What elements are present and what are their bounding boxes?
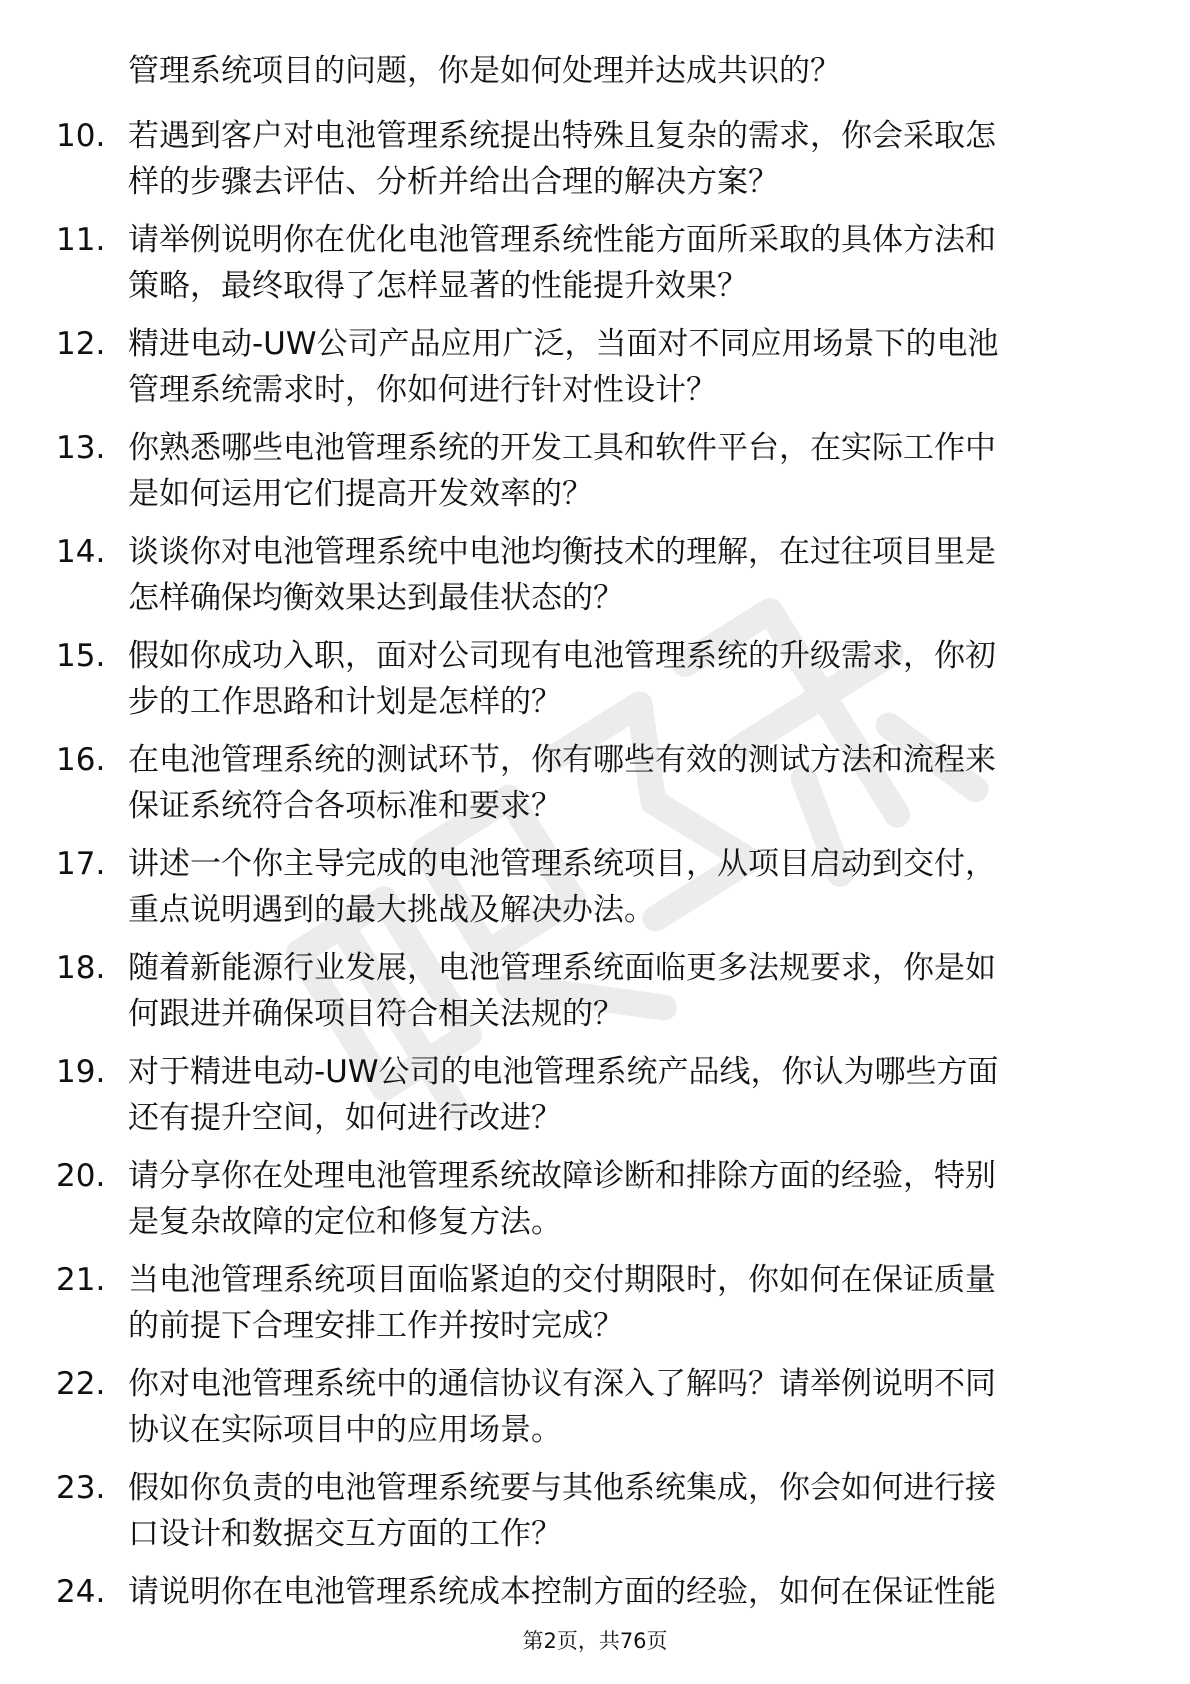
question-number: 20. bbox=[56, 1158, 106, 1194]
question-number: 16. bbox=[56, 742, 106, 778]
question-number: 23. bbox=[56, 1470, 106, 1506]
question-item bbox=[0, 529, 1190, 633]
question-text-line: 还有提升空间，如何进行改进？ bbox=[128, 1100, 562, 1136]
page-footer: 第2页，共76页 bbox=[522, 1629, 668, 1653]
question-text bbox=[128, 529, 1108, 621]
question-number: 17. bbox=[56, 846, 106, 882]
question-text-line: 样的步骤去评估、分析并给出合理的解决方案？ bbox=[128, 164, 779, 200]
question-text bbox=[128, 1257, 1108, 1349]
question-item bbox=[0, 1153, 1190, 1257]
question-number: 19. bbox=[56, 1054, 106, 1090]
question-text-line: 保证系统符合各项标准和要求？ bbox=[128, 788, 562, 824]
question-number: 15. bbox=[56, 638, 106, 674]
question-text-line: 谈谈你对电池管理系统中电池均衡技术的理解，在过往项目里是 bbox=[128, 534, 996, 570]
question-text bbox=[128, 1361, 1108, 1453]
question-text bbox=[128, 1465, 1108, 1557]
question-text bbox=[128, 425, 1108, 517]
question-number: 18. bbox=[56, 950, 106, 986]
question-text-line: 你对电池管理系统中的通信协议有深入了解吗？请举例说明不同 bbox=[128, 1366, 996, 1402]
question-number: 12. bbox=[56, 326, 106, 362]
question-text-line: 是复杂故障的定位和修复方法。 bbox=[128, 1204, 562, 1240]
question-item bbox=[0, 737, 1190, 841]
question-text-line: 请说明你在电池管理系统成本控制方面的经验，如何在保证性能 bbox=[128, 1574, 996, 1610]
question-item bbox=[0, 945, 1190, 1049]
question-text-line: 策略，最终取得了怎样显著的性能提升效果？ bbox=[128, 268, 748, 304]
continuation-line: 管理系统项目的问题，你是如何处理并达成共识的？ bbox=[128, 53, 841, 89]
question-item bbox=[0, 1257, 1190, 1361]
question-text bbox=[128, 321, 1108, 413]
question-text-line: 的前提下合理安排工作并按时完成？ bbox=[128, 1308, 624, 1344]
question-number: 11. bbox=[56, 222, 106, 258]
question-text-line: 对于精进电动-UW公司的电池管理系统产品线，你认为哪些方面 bbox=[128, 1054, 999, 1090]
question-text-line: 当电池管理系统项目面临紧迫的交付期限时，你如何在保证质量 bbox=[128, 1262, 996, 1298]
question-text-line: 精进电动-UW公司产品应用广泛，当面对不同应用场景下的电池 bbox=[128, 326, 999, 362]
question-text-line: 重点说明遇到的最大挑战及解决办法。 bbox=[128, 892, 655, 928]
question-number: 13. bbox=[56, 430, 106, 466]
question-item bbox=[0, 217, 1190, 321]
question-text-line: 步的工作思路和计划是怎样的？ bbox=[128, 684, 562, 720]
question-number: 24. bbox=[56, 1574, 106, 1610]
question-text-line: 何跟进并确保项目符合相关法规的？ bbox=[128, 996, 624, 1032]
question-text-line: 若遇到客户对电池管理系统提出特殊且复杂的需求，你会采取怎 bbox=[128, 118, 996, 154]
question-text-line: 是如何运用它们提高开发效率的？ bbox=[128, 476, 593, 512]
question-list bbox=[0, 113, 1190, 1673]
question-item bbox=[0, 321, 1190, 425]
question-text bbox=[128, 841, 1108, 933]
question-text-line: 怎样确保均衡效果达到最佳状态的？ bbox=[128, 580, 624, 616]
question-text-line: 管理系统需求时，你如何进行针对性设计？ bbox=[128, 372, 717, 408]
question-text-line: 请分享你在处理电池管理系统故障诊断和排除方面的经验，特别 bbox=[128, 1158, 996, 1194]
question-text-line: 口设计和数据交互方面的工作？ bbox=[128, 1516, 562, 1552]
question-text bbox=[128, 1049, 1108, 1141]
question-text-line: 假如你成功入职，面对公司现有电池管理系统的升级需求，你初 bbox=[128, 638, 996, 674]
question-text-line: 你熟悉哪些电池管理系统的开发工具和软件平台，在实际工作中 bbox=[128, 430, 996, 466]
question-item bbox=[0, 1049, 1190, 1153]
question-text bbox=[128, 1153, 1108, 1245]
question-item bbox=[0, 1465, 1190, 1569]
question-number: 21. bbox=[56, 1262, 106, 1298]
question-text-line: 协议在实际项目中的应用场景。 bbox=[128, 1412, 562, 1448]
question-number: 10. bbox=[56, 118, 106, 154]
question-text bbox=[128, 633, 1108, 725]
question-text bbox=[128, 113, 1108, 205]
question-item bbox=[0, 1569, 1190, 1673]
question-text bbox=[128, 1569, 1108, 1615]
question-item bbox=[0, 113, 1190, 217]
question-text bbox=[128, 945, 1108, 1037]
question-text bbox=[128, 217, 1108, 309]
question-text-line: 请举例说明你在优化电池管理系统性能方面所采取的具体方法和 bbox=[128, 222, 996, 258]
question-item bbox=[0, 633, 1190, 737]
question-number: 14. bbox=[56, 534, 106, 570]
question-text-line: 讲述一个你主导完成的电池管理系统项目，从项目启动到交付， bbox=[128, 846, 996, 882]
question-item bbox=[0, 425, 1190, 529]
question-item bbox=[0, 1361, 1190, 1465]
question-item bbox=[0, 841, 1190, 945]
question-text-line: 在电池管理系统的测试环节，你有哪些有效的测试方法和流程来 bbox=[128, 742, 996, 778]
question-text-line: 假如你负责的电池管理系统要与其他系统集成，你会如何进行接 bbox=[128, 1470, 996, 1506]
question-text bbox=[128, 737, 1108, 829]
question-text-line: 随着新能源行业发展，电池管理系统面临更多法规要求，你是如 bbox=[128, 950, 996, 986]
question-number: 22. bbox=[56, 1366, 106, 1402]
